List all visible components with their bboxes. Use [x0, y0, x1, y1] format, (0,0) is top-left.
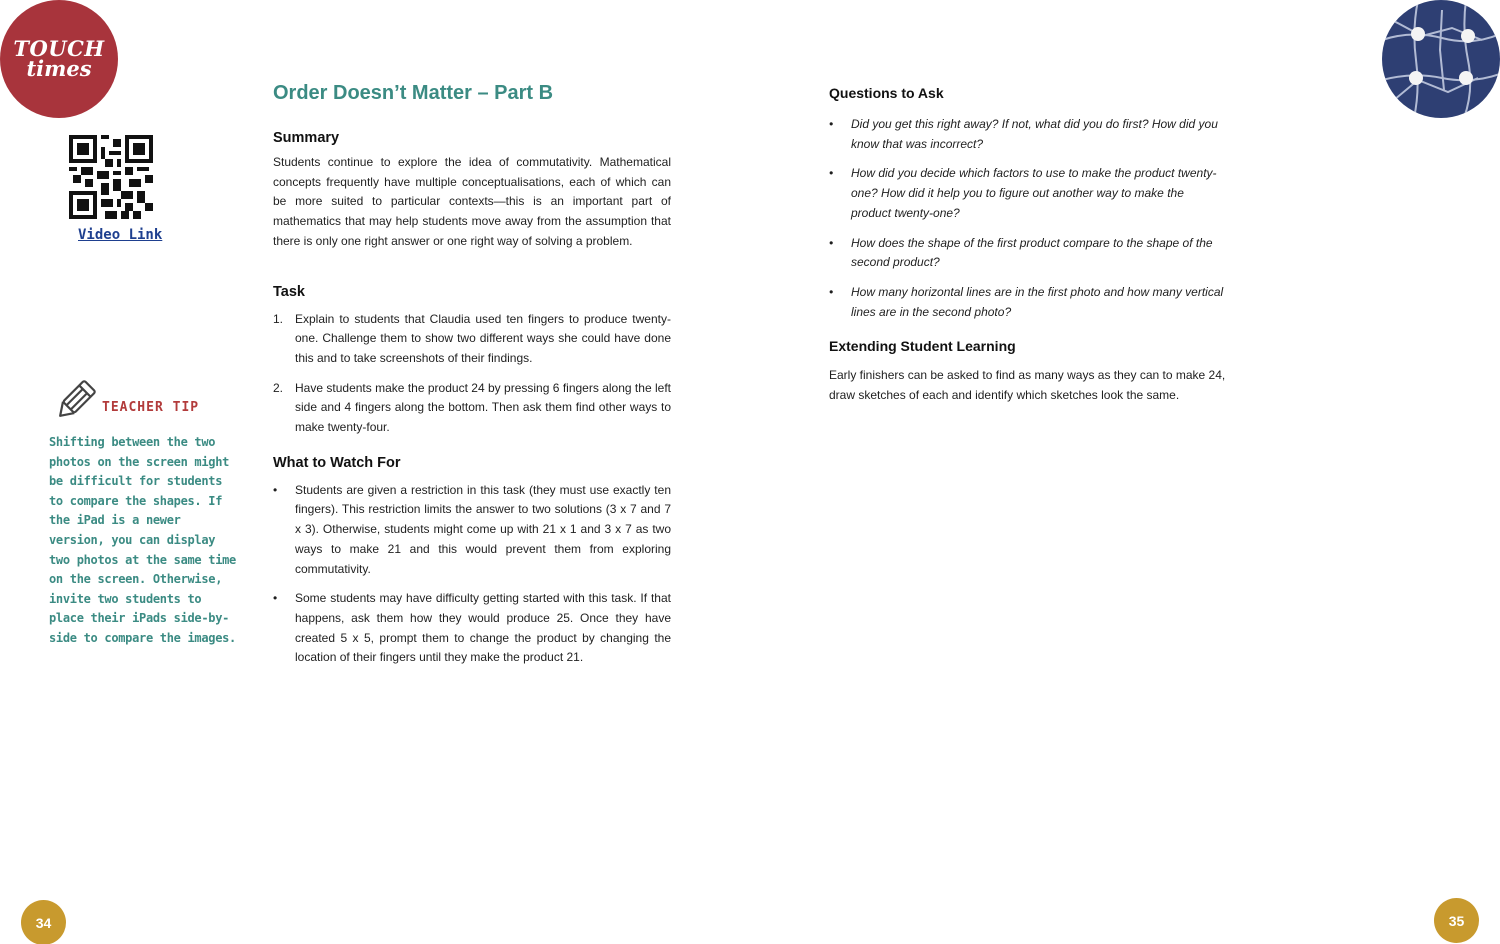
pencil-icon — [52, 378, 98, 424]
page-number-left: 34 — [21, 900, 66, 944]
watch-item-text: Some students may have difficulty getting started with this task. If that happens, ask them how they would produce 25. Once they have created 5 x 5, prompt them to change the product by changing the location of their fingers until they make the product 21. — [295, 591, 671, 665]
question-text: How does the shape of the first product compare to the shape of the second product? — [851, 235, 1213, 270]
extend-heading: Extending Student Learning — [829, 338, 1016, 355]
right-column — [829, 85, 1227, 406]
question-text: How many horizontal lines are in the first photo and how many vertical lines are in the second photo? — [851, 284, 1224, 319]
finger-grid-badge-icon — [1382, 0, 1500, 118]
logo-line-2: times — [26, 56, 92, 81]
touch-times-logo — [0, 0, 118, 118]
question-text: How did you decide which factors to use to make the product twenty-one? How did it help you to figure out another way to make the product twenty-one? — [851, 166, 1217, 220]
question-text: Did you get this right away? If not, what did you do first? How did you know that was incorrect? — [851, 117, 1218, 151]
questions-list — [829, 115, 1227, 322]
watch-heading: What to Watch For — [273, 454, 401, 471]
list-marker: • — [829, 117, 834, 131]
teacher-tip-body: Shifting between the two photos on the screen might be difficult for students to compare the shapes. If the iPad is a newer version, you can display two photos at the same time on the screen. Otherwise, invite two students to place their iPads side-by-side to compare the images. — [49, 435, 236, 645]
list-marker: 2. — [273, 380, 284, 395]
logo-line-1: TOUCH — [13, 36, 105, 62]
question-item — [829, 283, 1227, 322]
task-item-text: Explain to students that Claudia used ten fingers to produce twenty-one. Challenge them to show two different ways she could have done this and to take screenshots of their findings. — [295, 311, 671, 365]
task-item — [273, 310, 671, 369]
page-number-right: 35 — [1434, 898, 1479, 943]
watch-list — [273, 481, 671, 668]
video-link[interactable]: Video Link — [78, 227, 163, 243]
summary-text: Students continue to explore the idea of commutativity. Mathematical concepts frequently have multiple conceptualisations, each of which can be more suited to particular contexts—this is an important part of mathematics that may help students move away from the assumption that there is only one right answer or one right way of solving a problem. — [273, 155, 671, 248]
extend-text: Early finishers can be asked to find as many ways as they can to make 24, draw sketches of each and identify which sketches look the same. — [829, 368, 1226, 403]
question-item — [829, 115, 1227, 154]
task-list — [273, 310, 671, 438]
qr-code-icon[interactable] — [69, 135, 153, 219]
task-item — [273, 379, 671, 438]
list-marker: • — [273, 591, 278, 606]
teacher-tip-title: TEACHER TIP — [102, 400, 200, 415]
task-heading: Task — [273, 283, 305, 300]
list-marker: • — [829, 235, 834, 250]
left-column — [273, 82, 671, 668]
list-marker: • — [273, 482, 278, 497]
summary-heading: Summary — [273, 130, 340, 146]
list-marker: • — [829, 284, 834, 299]
list-marker: 1. — [273, 311, 284, 326]
questions-heading: Questions to Ask — [829, 85, 944, 101]
question-item — [829, 164, 1227, 223]
question-item — [829, 234, 1227, 273]
watch-item — [273, 481, 671, 580]
page-title: Order Doesn’t Matter – Part B — [273, 82, 554, 104]
watch-item — [273, 589, 671, 668]
watch-item-text: Students are given a restriction in this task (they must use exactly ten fingers). This restriction limits the answer to two solutions (3 x 7 and 7 x 3). Otherwise, students might come up with 21 x 1 and 3 x 7 as two ways to make 21 and this would prevent them from exploring commutativity. — [295, 482, 671, 576]
list-marker: • — [829, 166, 834, 181]
task-item-text: Have students make the product 24 by pressing 6 fingers along the left side and 4 fingers along the bottom. Then ask them find other ways to make twenty-four. — [295, 380, 671, 435]
